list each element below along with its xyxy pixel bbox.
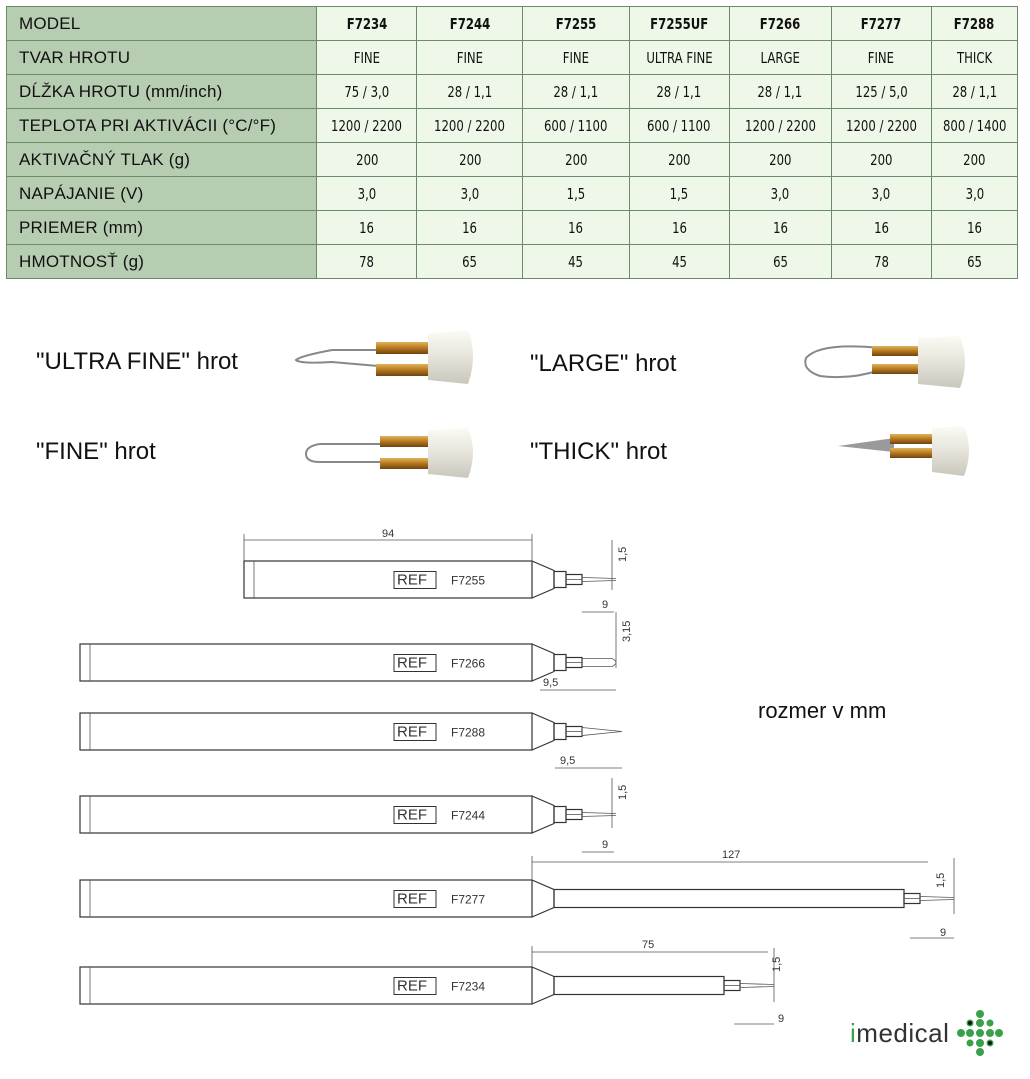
table-cell: 1200 / 2200 [729,109,831,143]
table-cell: LARGE [729,41,831,75]
table-cell: 28 / 1,1 [523,75,629,109]
table-cell: 200 [831,143,931,177]
dimension-1-5: 1,5 [617,784,629,800]
table-cell: FINE [523,41,629,75]
table-cell: 65 [729,245,831,279]
pen-taper [532,713,554,750]
dimension-9: 9 [778,1013,785,1025]
table-cell: 1200 / 2200 [417,109,523,143]
table-cell: 800 / 1400 [931,109,1017,143]
dimension-75: 75 [642,939,655,951]
model-header-cell: F7234 [317,7,417,41]
dimension-94: 94 [382,528,395,540]
tip-label-thick: "THICK" hrot [530,438,668,465]
row-label: DĹŽKA HROTU (mm/inch) [7,75,317,109]
table-cell: 3,0 [931,177,1017,211]
dimension-9: 9 [602,599,609,611]
table-cell: 125 / 5,0 [831,75,931,109]
ref-label: REF [397,571,427,589]
table-cell: 1,5 [523,177,629,211]
tip-label-large: "LARGE" hrot [530,350,677,377]
table-cell: FINE [317,41,417,75]
table-cell: 28 / 1,1 [629,75,729,109]
row-label: PRIEMER (mm) [7,211,317,245]
units-note: rozmer v mm [758,698,887,723]
pen-collar [554,724,566,740]
table-cell: 45 [523,245,629,279]
table-cell: 65 [931,245,1017,279]
model-header-cell: F7255UF [629,7,729,41]
dimension-9-5: 9,5 [543,677,559,689]
table-cell: 78 [317,245,417,279]
pen-taper [532,561,554,598]
logo-text: medical [856,1017,950,1048]
table-cell: 75 / 3,0 [317,75,417,109]
table-cell: 16 [417,211,523,245]
row-label: AKTIVAČNÝ TLAK (g) [7,143,317,177]
table-cell: 28 / 1,1 [931,75,1017,109]
table-cell: 1200 / 2200 [317,109,417,143]
table-cell: 3,0 [417,177,523,211]
imedical-logo [850,1008,1005,1058]
pen-taper [532,967,554,1004]
drawing-model-label: F7266 [451,656,486,671]
drawing-model-label: F7277 [451,892,486,907]
table-cell: 16 [831,211,931,245]
table-cell: 200 [317,143,417,177]
pen-body [244,561,532,598]
table-cell: 78 [831,245,931,279]
pen-barrel [554,890,904,908]
row-label: MODEL [7,7,317,41]
row-label: TVAR HROTU [7,41,317,75]
dimension-9: 9 [602,839,609,851]
drawing-model-label: F7244 [451,808,486,823]
pen-taper [532,796,554,833]
row-label: NAPÁJANIE (V) [7,177,317,211]
table-cell: 200 [417,143,523,177]
logo-prefix: i [850,1017,857,1048]
model-header-cell: F7288 [931,7,1017,41]
drawing-model-label: F7288 [451,725,486,740]
pen-barrel [554,977,724,995]
dimension-9: 9 [940,927,947,939]
row-label: HMOTNOSŤ (g) [7,245,317,279]
table-cell: 1,5 [629,177,729,211]
table-cell: 200 [523,143,629,177]
pen-collar [554,572,566,588]
pen-taper [532,644,554,681]
table-cell: 200 [931,143,1017,177]
table-cell: 28 / 1,1 [729,75,831,109]
table-cell: 16 [629,211,729,245]
table-cell: FINE [417,41,523,75]
dimension-1-5: 1,5 [617,546,629,562]
table-cell: 65 [417,245,523,279]
tip-label-ultra-fine: "ULTRA FINE" hrot [36,348,238,375]
model-header-cell: F7244 [417,7,523,41]
logo-dots-icon [955,1008,1005,1058]
table-cell: 600 / 1100 [629,109,729,143]
table-cell: ULTRA FINE [629,41,729,75]
table-cell: 3,0 [729,177,831,211]
table-cell: FINE [831,41,931,75]
table-cell: 3,0 [317,177,417,211]
table-cell: 45 [629,245,729,279]
pen-tip [582,813,616,817]
ref-label: REF [397,977,427,995]
table-cell: THICK [931,41,1017,75]
pen-tip [582,659,616,667]
table-cell: 200 [629,143,729,177]
ref-label: REF [397,654,427,672]
table-cell: 3,0 [831,177,931,211]
dimension-9-5: 9,5 [560,755,576,767]
table-cell: 1200 / 2200 [831,109,931,143]
pen-tip [920,897,954,901]
table-cell: 600 / 1100 [523,109,629,143]
table-cell: 16 [931,211,1017,245]
table-cell: 200 [729,143,831,177]
model-header-cell: F7255 [523,7,629,41]
table-cell: 16 [523,211,629,245]
ref-label: REF [397,806,427,824]
pen-taper [532,880,554,917]
row-label: TEPLOTA PRI AKTIVÁCII (°C/°F) [7,109,317,143]
drawing-model-label: F7255 [451,573,486,588]
pen-tip [740,984,774,988]
dimension-1-5: 1,5 [935,872,947,888]
pen-collar [554,807,566,823]
table-cell: 28 / 1,1 [417,75,523,109]
model-header-cell: F7266 [729,7,831,41]
table-cell: 16 [729,211,831,245]
pen-collar [554,655,566,671]
ref-label: REF [397,890,427,908]
dimension-3-15: 3,15 [621,620,633,642]
model-header-cell: F7277 [831,7,931,41]
tip-label-fine: "FINE" hrot [36,438,156,465]
dimension-127: 127 [722,849,741,861]
drawing-model-label: F7234 [451,979,486,994]
pen-tip [582,728,622,736]
dimension-1-5: 1,5 [771,956,783,972]
ref-label: REF [397,723,427,741]
pen-tip [582,578,616,582]
table-cell: 16 [317,211,417,245]
